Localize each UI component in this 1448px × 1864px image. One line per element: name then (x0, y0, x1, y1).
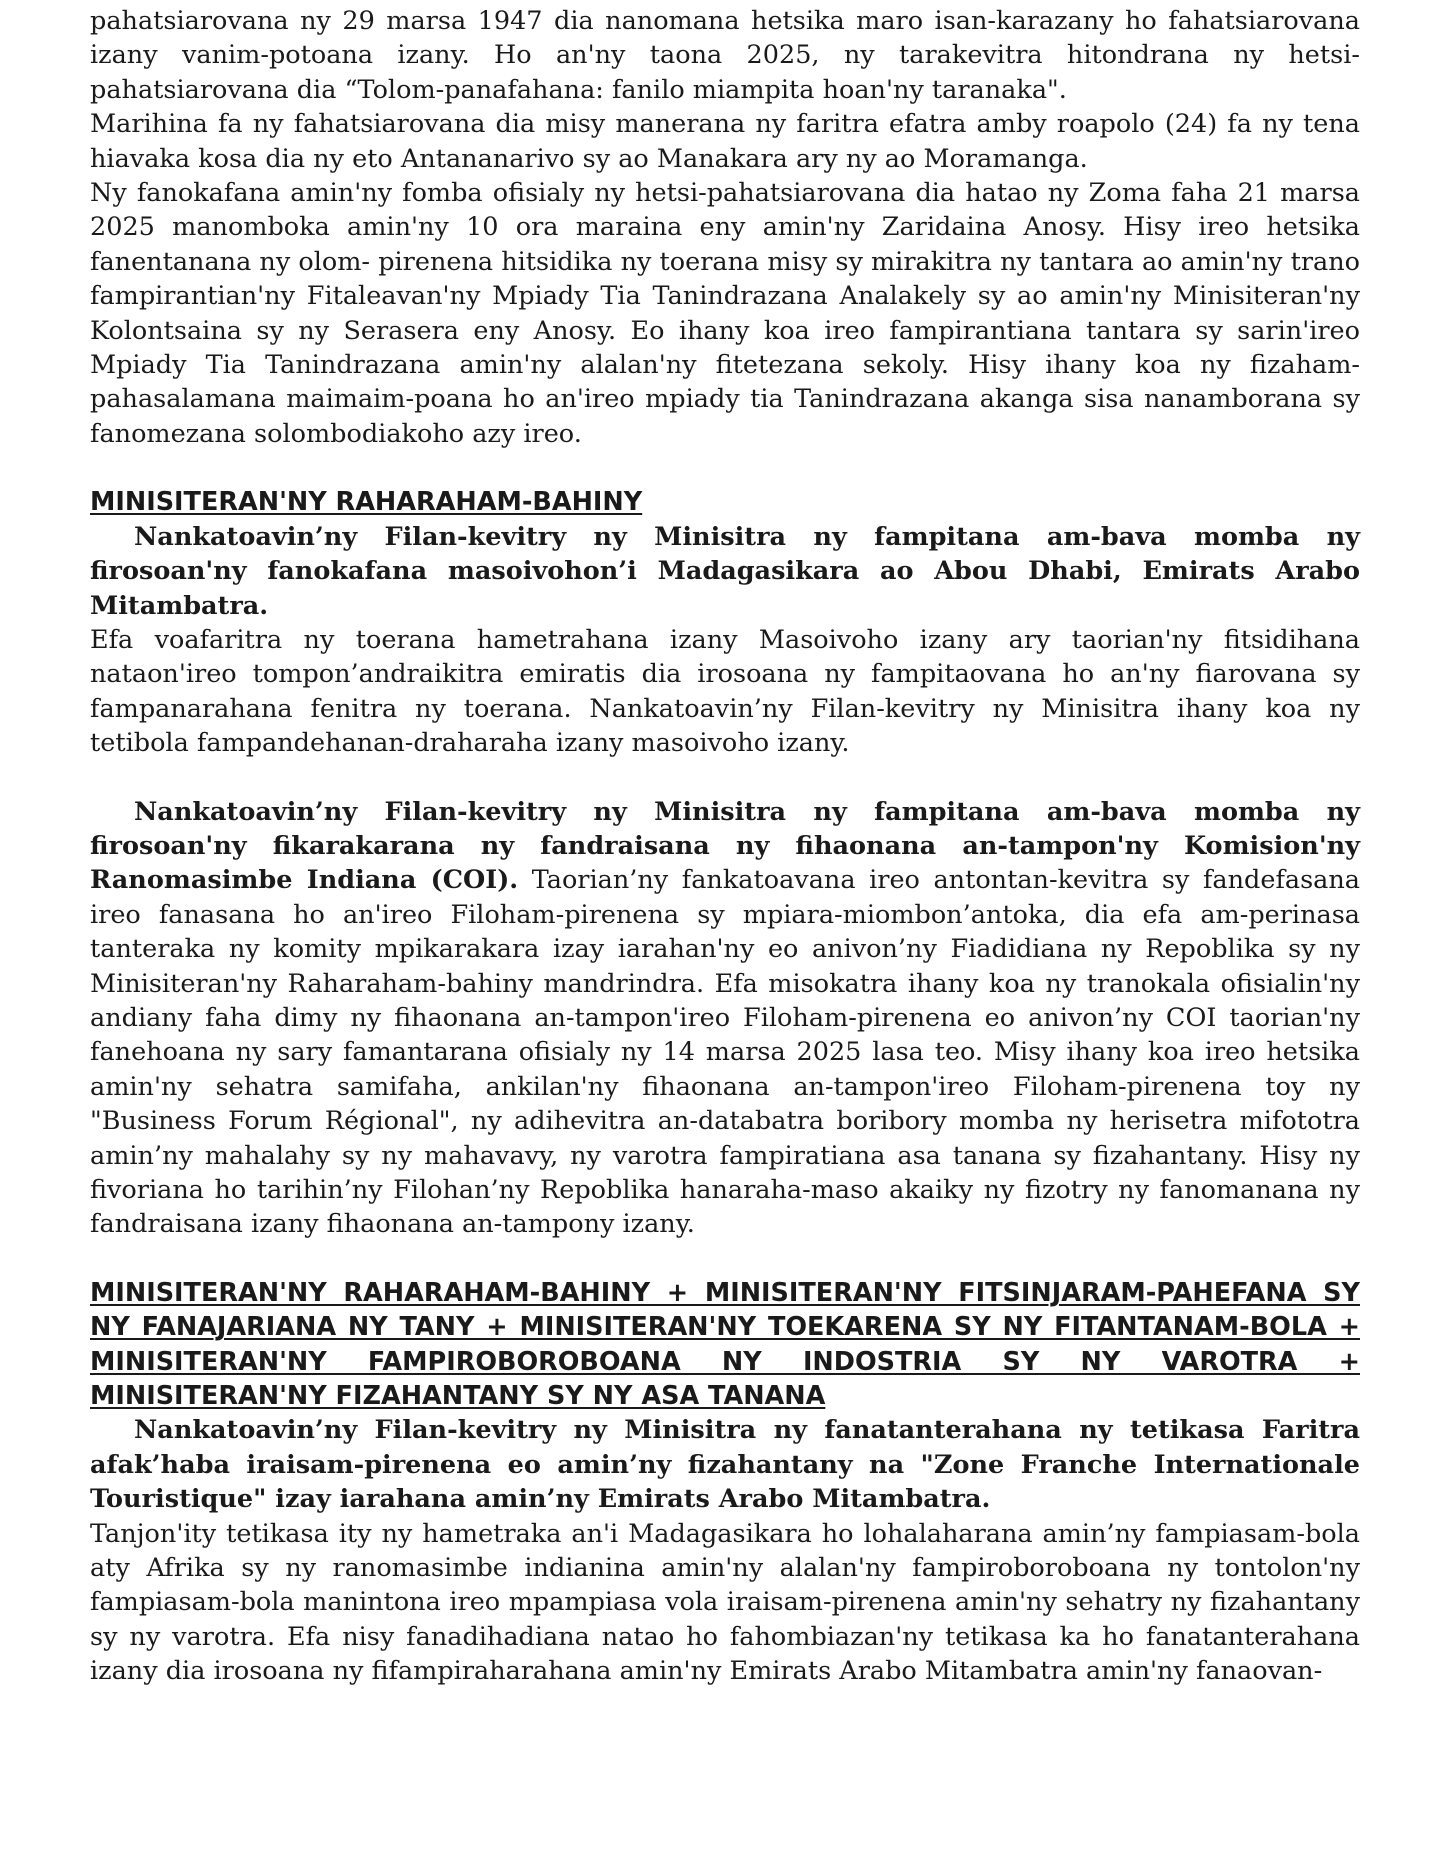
paragraph-coi-summit (90, 795, 1360, 1242)
paragraph-tourism-free-zone-details: Tanjon'ity tetikasa ity ny hametraka an'i Madagasikara ho lohalaharana amin’ny fampiasam-bola aty Afrika sy ny ranomasimbe indianina amin'ny alalan'ny fampiroboroboana ny tontolon'ny fampiasam-bola manintona ireo mpampiasa vola iraisam-pirenena amin'ny sehatry ny fizahantany sy ny varotra. Efa nisy fanadihadiana natao ho fahombiazan'ny tetikasa ka ho fanatanterahana izany dia irosoana ny fifampiraharahana amin'ny Emirats Arabo Mitambatra amin'ny fanaovan- (90, 1518, 1360, 1687)
document-page (90, 4, 1360, 1689)
lead-tourism-free-zone: Nankatoavin’ny Filan-kevitry ny Minisitra ny fanatanterahana ny tetikasa Faritra afak’haba iraisam-pirenena eo amin’ny fizahantany na "Zone Franche Internationale Touristique" izay iarahana amin’ny Emirats Arabo Mitambatra. (90, 1415, 1360, 1515)
lead-embassy-abu-dhabi: Nankatoavin’ny Filan-kevitry ny Minisitra ny fampitana am-bava momba ny firosoan'ny fanokafana masoivohon’i Madagasikara ao Abou Dhabi, Emirats Arabo Mitambatra. (90, 521, 1360, 621)
spacer (90, 1242, 1360, 1276)
paragraph-coi-summit-details: Taorian’ny fankatoavana ireo antontan-kevitra sy fandefasana ireo fanasana ho an'ireo Filoham-pirenena sy mpiara-miombon’antoka, dia efa am-perinasa tanteraka ny komity mpikarakara izay iarahan'ny eo anivon’ny Fiadidiana ny Repoblika sy ny Minisiteran'ny Raharaham-bahiny mandrindra. Efa misokatra ihany koa ny tranokala ofisialin'ny andiany faha dimy ny fihaonana an-tampon'ireo Filoham-pirenena eo anivon’ny COI taorian'ny fanehoana ny sary famantarana ofisialy ny 14 marsa 2025 lasa teo. Misy ihany koa ireo hetsika amin'ny sehatra samifaha, ankilan'ny fihaonana an-tampon'ireo Filoham-pirenena toy ny "Business Forum Régional", ny adihevitra an-databatra boribory momba ny herisetra mifototra amin’ny mahalahy sy ny mahavavy, ny varotra fampiratiana asa tanana sy fizahantany. Hisy ny fivoriana ho tarihin’ny Filohan’ny Repoblika hanaraha-maso akaiky ny fizotry ny fanomanana ny fandraisana izany fihaonana an-tampony izany. (90, 865, 1361, 1240)
paragraph-commemoration-opening: Ny fanokafana amin'ny fomba ofisialy ny hetsi-pahatsiarovana dia hatao ny Zoma faha 21 marsa 2025 manomboka amin'ny 10 ora maraina eny amin'ny Zaridaina Anosy. Hisy ireo hetsika fanentanana ny olom- pirenena hitsidika ny toerana misy sy mirakitra ny tantara ao amin'ny trano fampirantian'ny Fitaleavan'ny Mpiady Tia Tanindrazana Analakely sy ao amin'ny Minisiteran'ny Kolontsaina sy ny Serasera eny Anosy. Eo ihany koa ireo fampirantiana tantara sy sarin'ireo Mpiady Tia Tanindrazana amin'ny alalan'ny fitetezana sekoly. Hisy ihany koa ny fizaham-pahasalamana maimaim-poana ho an'ireo mpiady tia Tanindrazana akanga sisa nanamborana sy fanomezana solombodiakoho azy ireo. (90, 178, 1360, 449)
paragraph-commemoration-regions: Marihina fa ny fahatsiarovana dia misy manerana ny faritra efatra amby roapolo (24) fa ny tena hiavaka kosa dia ny eto Antananarivo sy ao Manakara ary ny ao Moramanga. (90, 109, 1360, 174)
section-heading-foreign-affairs: MINISITERAN'NY RAHARAHAM-BAHINY (90, 487, 643, 518)
spacer (90, 761, 1360, 795)
paragraph-commemoration-intro: pahatsiarovana ny 29 marsa 1947 dia nanomana hetsika maro isan-karazany ho fahatsiarovana izany vanim-potoana izany. Ho an'ny taona 2025, ny tarakevitra hitondrana ny hetsi-pahatsiarovana dia “Tolom-panafahana: fanilo miampita hoan'ny taranaka". (90, 6, 1360, 105)
section-heading-joint-ministries: MINISITERAN'NY RAHARAHAM-BAHINY + MINISITERAN'NY FITSINJARAM-PAHEFANA SY NY FANAJARIANA NY TANY + MINISITERAN'NY TOEKARENA SY NY FITANTANAM-BOLA + MINISITERAN'NY FAMPIROBOROBOANA NY INDOSTRIA SY NY VAROTRA + MINISITERAN'NY FIZAHANTANY SY NY ASA TANANA (90, 1277, 1360, 1412)
paragraph-embassy-details: Efa voafaritra ny toerana hametrahana izany Masoivoho izany ary taorian'ny fitsidihana nataon'ireo tompon’andraikitra emiratis dia irosoana ny fampitaovana ho an'ny fiarovana sy fampanarahana fenitra ny toerana. Nankatoavin’ny Filan-kevitry ny Minisitra ihany koa ny tetibola fampandehanan-draharaha izany masoivoho izany. (90, 624, 1360, 759)
lead-coi-summit: Nankatoavin’ny Filan-kevitry ny Minisitra ny fampitana am-bava momba ny firosoan'ny fikarakarana ny fandraisana ny fihaonana an-tampon'ny Komision'ny Ranomasimbe Indiana (COI). (90, 796, 1360, 896)
spacer (90, 451, 1360, 485)
